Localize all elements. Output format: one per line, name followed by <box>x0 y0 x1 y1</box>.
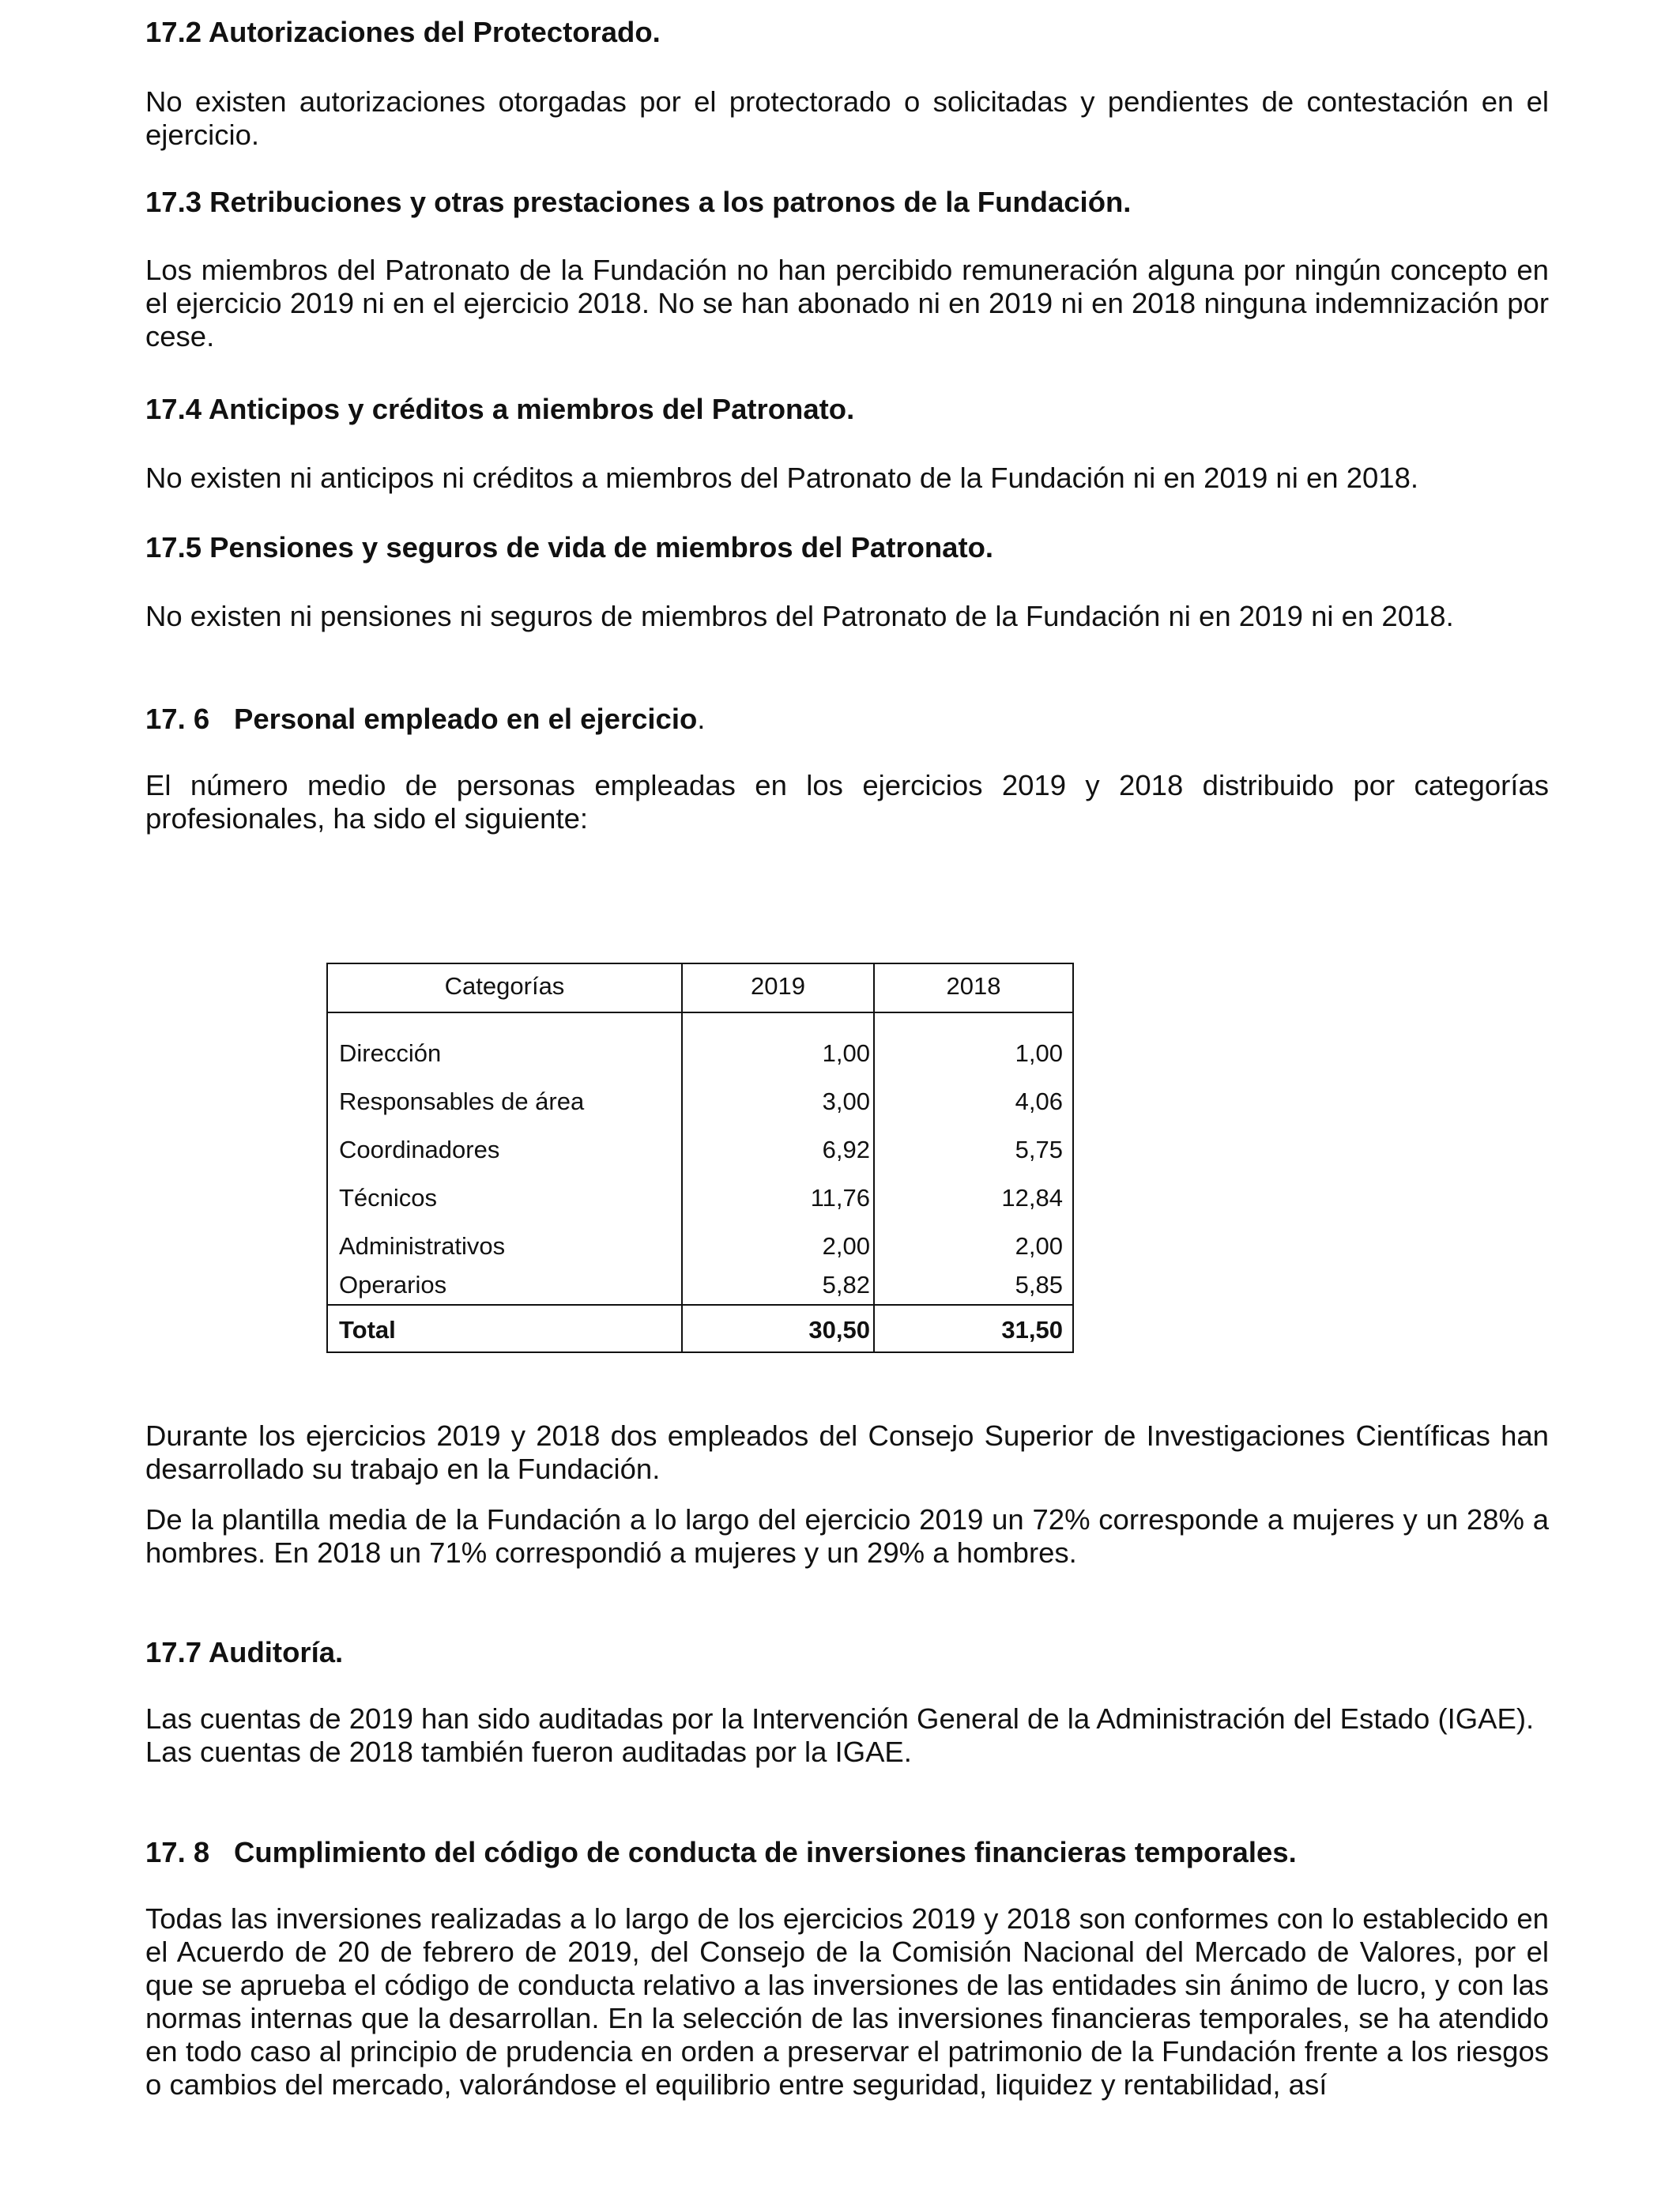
paragraph-17-6-intro: El número medio de personas empleadas en los ejercicios 2019 y 2018 distribuido por categorías profesionales, ha sido el siguiente: <box>145 769 1549 835</box>
heading-17-6-number: 17. 6 <box>145 703 210 735</box>
heading-17-3: 17.3 Retribuciones y otras prestaciones a los patronos de la Fundación. <box>145 186 1132 218</box>
heading-17-8 <box>145 1836 1549 1869</box>
heading-17-6-suffix: . <box>697 703 706 735</box>
heading-17-7: 17.7 Auditoría. <box>145 1636 344 1668</box>
table-cell-2018: 2,00 <box>1015 1232 1063 1260</box>
table-divider <box>328 1304 1072 1306</box>
table-cell-category: Responsables de área <box>339 1088 585 1115</box>
table-divider <box>328 1012 1072 1013</box>
table-cell-2019: 5,82 <box>822 1271 870 1299</box>
paragraph-17-2: No existen autorizaciones otorgadas por el protectorado o solicitadas y pendientes de contestación en el ejercicio. <box>145 85 1549 151</box>
table-cell-2018: 1,00 <box>1015 1039 1063 1067</box>
paragraph-17-4: No existen ni anticipos ni créditos a miembros del Patronato de la Fundación ni en 2019 ni en 2018. <box>145 462 1419 494</box>
heading-17-6-title: Personal empleado en el ejercicio <box>234 703 698 735</box>
table-cell-category: Técnicos <box>339 1184 438 1212</box>
table-cell-2019: 1,00 <box>822 1039 870 1067</box>
table-total-2018: 31,50 <box>1001 1316 1063 1344</box>
table-cell-2019: 6,92 <box>822 1136 870 1163</box>
heading-17-4: 17.4 Anticipos y créditos a miembros del Patronato. <box>145 393 855 425</box>
table-cell-2018: 5,85 <box>1015 1271 1063 1299</box>
table-cell-category: Administrativos <box>339 1232 506 1260</box>
table-total-label: Total <box>339 1316 396 1344</box>
table-cell-2019: 2,00 <box>822 1232 870 1260</box>
table-header-category: Categorías <box>444 972 565 1000</box>
table-divider <box>873 964 875 1351</box>
paragraph-17-6-gender: De la plantilla media de la Fundación a lo largo del ejercicio 2019 un 72% corresponde a mujeres y un 28% a hombres. En 2018 un 71% correspondió a mujeres y un 29% a hombres. <box>145 1503 1549 1569</box>
paragraph-17-5: No existen ni pensiones ni seguros de miembros del Patronato de la Fundación ni en 2019 ni en 2018. <box>145 600 1454 632</box>
heading-17-2: 17.2 Autorizaciones del Protectorado. <box>145 16 661 48</box>
staff-table <box>326 963 1074 1353</box>
heading-17-5: 17.5 Pensiones y seguros de vida de miembros del Patronato. <box>145 531 994 564</box>
paragraph-17-8: Todas las inversiones realizadas a lo largo de los ejercicios 2019 y 2018 son conformes con lo establecido en el Acuerdo de 20 de febrero de 2019, del Consejo de la Comisión Nacional del Mercado de Valores, por el que se aprueba el código de conducta relativo a las inversiones de las entidades sin ánimo de lucro, y con las normas internas que la desarrollan. En la selección de las inversiones financieras temporales, se ha atendido en todo caso al principio de prudencia en orden a preservar el patrimonio de la Fundación frente a los riesgos o cambios del mercado, valorándose el equilibrio entre seguridad, liquidez y rentabilidad, así <box>145 1902 1549 2101</box>
table-cell-2019: 3,00 <box>822 1088 870 1115</box>
paragraph-17-7: Las cuentas de 2019 han sido auditadas por la Intervención General de la Administración del Estado (IGAE). Las cuentas de 2018 también fueron auditadas por la IGAE. <box>145 1702 1535 1768</box>
heading-17-8-title: Cumplimiento del código de conducta de inversiones financieras temporales. <box>234 1836 1297 1868</box>
table-cell-2018: 5,75 <box>1015 1136 1063 1163</box>
paragraph-17-6-csic: Durante los ejercicios 2019 y 2018 dos empleados del Consejo Superior de Investigaciones Científicas han desarrollado su trabajo en la Fundación. <box>145 1419 1549 1485</box>
table-cell-category: Coordinadores <box>339 1136 500 1163</box>
heading-17-6 <box>145 703 1549 736</box>
table-cell-2019: 11,76 <box>810 1184 870 1212</box>
table-header-2018: 2018 <box>946 972 1001 1000</box>
table-cell-2018: 12,84 <box>1001 1184 1063 1212</box>
document-page <box>145 0 1549 2194</box>
table-divider <box>681 964 683 1351</box>
heading-17-8-number: 17. 8 <box>145 1836 210 1868</box>
table-total-2019: 30,50 <box>808 1316 870 1344</box>
table-cell-category: Dirección <box>339 1039 442 1067</box>
paragraph-17-3: Los miembros del Patronato de la Fundación no han percibido remuneración alguna por ningún concepto en el ejercicio 2019 ni en el ejercicio 2018. No se han abonado ni en 2019 ni en 2018 ninguna indemnización por cese. <box>145 254 1549 352</box>
table-cell-2018: 4,06 <box>1015 1088 1063 1115</box>
table-header-2019: 2019 <box>751 972 805 1000</box>
table-cell-category: Operarios <box>339 1271 447 1299</box>
